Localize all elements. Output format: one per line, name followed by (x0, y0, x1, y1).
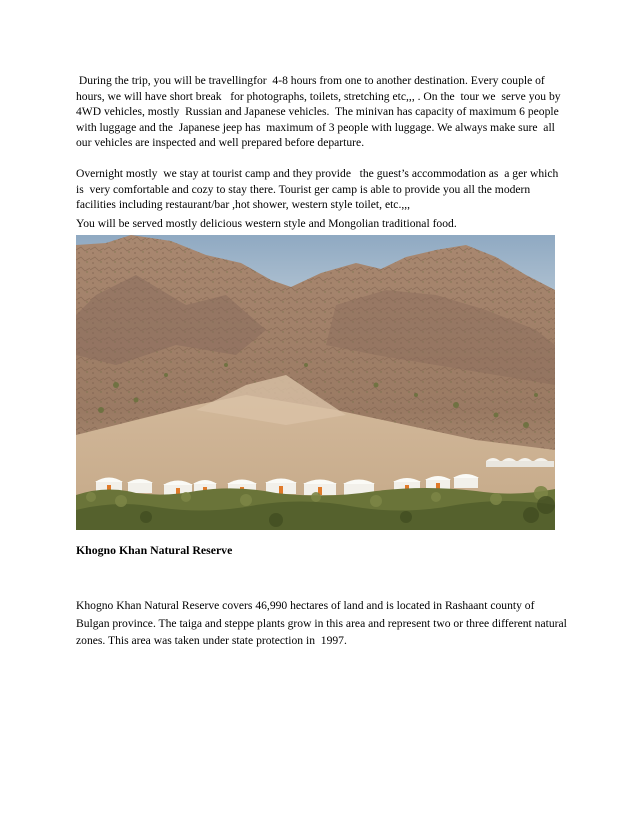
food-paragraph: You will be served mostly delicious western style and Mongolian traditional food. (76, 217, 457, 230)
section-heading: Khogno Khan Natural Reserve (76, 543, 233, 557)
accommodation-paragraph: Overnight mostly we stay at tourist camp and they provide the guest’s accommodation as a ger which is very comfortable and cozy to stay there. Tourist ger camp is able to provide you all the modern facilities including restaurant/bar ,hot shower, western style toilet, etc.,,, (76, 167, 562, 212)
reserve-description: Khogno Khan Natural Reserve covers 46,990 hectares of land and is located in Rashaant county of Bulgan province. The taiga and steppe plants grow in this area and represent two or three different natural zones. This area was taken under state protection in 1997. (76, 599, 570, 647)
trip-paragraph: During the trip, you will be travellingfor 4-8 hours from one to another destination. Every couple of hours, we will have short break for photographs, toilets, stretching etc,,, . On the tour we serve you by 4WD vehicles, mostly Russian and Japanese vehicles. The minivan has capacity of maximum 6 people with luggage and the Japanese jeep has maximum of 3 people with luggage. We always make sure all our vehicles are inspected and well prepared before departure. (76, 74, 564, 150)
ger-camp-photo (76, 235, 555, 530)
